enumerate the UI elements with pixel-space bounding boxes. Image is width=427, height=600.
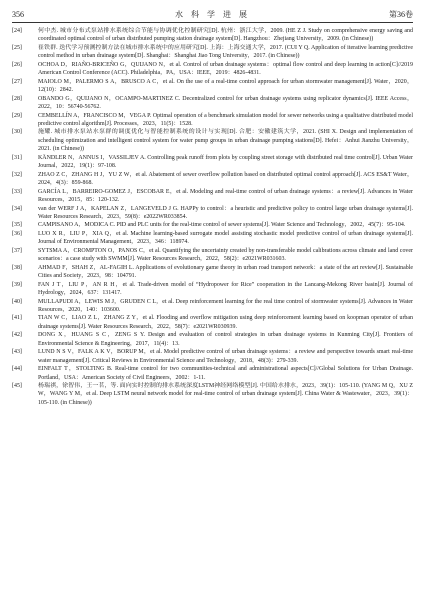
reference-number: [34] (12, 205, 22, 212)
reference-number: [24] (12, 28, 22, 34)
reference-number: [26] (12, 61, 22, 68)
reference-number: [41] (12, 315, 22, 322)
reference-number: [45] (12, 383, 22, 390)
reference-text: FAN J T，LIU P，AN R H，et al. Trade-driven model of “Hydropower for Rice” cooperation in the Lancang-Mekong River basin[J]. Journal of Hydrology，2024，637：131417. (38, 281, 413, 297)
reference-entry (12, 382, 413, 407)
reference-number: [27] (12, 78, 22, 85)
journal-name: 水 科 学 进 展 (175, 10, 250, 19)
reference-text: SYTSMA A，CROMPTON O，PANOS C，et al. Quantifying the uncertainty created by non-transferable model calibrations across climate and land cover scenarios：a case study with SWMM[J]. Water Resources Research，2022，58(2)：e2021WR031603. (38, 247, 413, 263)
reference-number: [29] (12, 112, 22, 119)
reference-text: DONG X，HUANG S C，ZENG S Y. Design and evaluation of control strategies in urban drainage systems in Kunming City[J]. Frontiers of Environmental Science & Engineering，2017，11(4)：13. (38, 332, 413, 347)
reference-entry (12, 247, 413, 264)
reference-text: AHMAD F，SHAH Z，AL-FAGIH L. Applications of evolutionary game theory in urban road transport network：a state of the art review[J]. Sustainable Cities and Society，2023，98：104791. (38, 264, 413, 280)
reference-text: OBANDO G，QUIJANO N，OCAMPO-MARTINEZ C. Decentralized control for urban drainage systems using replicator dynamics[J]. IEEE Access，2022，10：56740-56762. (38, 95, 413, 111)
reference-entry (12, 95, 413, 112)
reference-number: [31] (12, 154, 22, 161)
reference-entry (12, 298, 413, 315)
reference-number: [25] (12, 44, 22, 51)
reference-entry (12, 188, 413, 205)
running-header (12, 8, 413, 23)
reference-entry (12, 230, 413, 247)
reference-text: ZHAO Z C，ZHANG H J，YU Z W，et al. Abatement of sewer overflow pollution based on distributed optimal control approach[J]. ACS ES&T Water，2024，4(3)：859-868. (38, 171, 413, 187)
reference-text: MAIOLO M，PALERMO S A，BRUSCO A C，et al. On the use of a real-time control approach for urban stormwater management[J]. Water，2020，12(10)：2842. (38, 78, 413, 94)
reference-text: GARCÍA L，BARREIRO-GOMEZ J，ESCOBAR E，et al. Modeling and real-time control of urban drainage systems：a review[J]. Advances in Water Resources，2015，85：120-132. (38, 188, 413, 204)
reference-entry (12, 154, 413, 171)
reference-number: [33] (12, 188, 22, 195)
reference-number: [42] (12, 332, 22, 339)
reference-text: LUO X R，LIU P，XIA Q，et al. Machine learning-based surrogate model assisting stochastic model predictive control of urban drainage systems[J]. Journal of Environmental Management，2023，346：118974. (38, 230, 413, 246)
reference-number: [32] (12, 171, 22, 178)
volume-label: 第36卷 (389, 10, 413, 19)
reference-entry (12, 281, 413, 298)
reference-number: [39] (12, 281, 22, 288)
reference-entry (12, 264, 413, 281)
reference-entry (12, 27, 413, 44)
reference-text: 杨瑞祺，徐智伟，王一茗，等. 面向实时控制的排水系统深度LSTM神经网络模型[J]. 中国给水排水，2023，39(1)：105-110. (YANG M Q，XU Z W，WANG Y M，et al. Deep LSTM neural network model for real-time control of urban drainage system[J]. China Water & Wastewater，2023，39(1)：105-110. (in Chinese)) (38, 383, 413, 406)
reference-list (12, 27, 413, 407)
reference-text: KÄNDLER N，ANNUS I，VASSILJEV A. Controlling peak runoff from plots by coupling street storage with distributed real time control[J]. Urban Water Journal，2022，19(1)：97-108. (38, 154, 413, 170)
reference-entry (12, 221, 413, 229)
reference-entry (12, 44, 413, 61)
reference-entry (12, 171, 413, 188)
reference-number: [35] (12, 222, 22, 229)
page-number: 356 (12, 10, 24, 19)
reference-text: CAMPISANO A，MODICA C. PID and PLC units for the real-time control of sewer systems[J]. Water Science and Technology，2002，45(7)：95-104. (38, 222, 406, 229)
reference-entry (12, 314, 413, 331)
reference-number: [44] (12, 366, 22, 373)
reference-text: 崔铁群. 迭代学习预测控制方法在城市排水系统中的应用研究[D]. 上海：上海交通大学，2017. (CUI Y Q. Application of iterative learning predictive control method in urban drainage system[D]. Shanghai：Shanghai Jiao Tong University，2017. (in Chinese)) (38, 44, 413, 60)
reference-entry (12, 78, 413, 95)
reference-number: [40] (12, 298, 22, 305)
reference-entry (12, 112, 413, 129)
reference-text: 施耀. 城市排水泵站水泵群的调度优化与智能控制系统的设计与实现[D]. 合肥：安徽建筑大学，2021. (SHI X. Design and implementation of scheduling optimization and intelligent control system for water pump groups in urban drainage pumping stations[D]. Hefei：Anhui Jianzhu University，2021. (in Chinese)) (38, 129, 413, 153)
reference-text: CEMBELLÍN A，FRANCISCO M，VEGA P. Optimal operation of a benchmark simulation model for sewer networks using a qualitative distributed model predictive control algorithm[J]. Processes，2023，11(5)：1528. (38, 112, 413, 127)
reference-number: [28] (12, 95, 22, 102)
reference-entry (12, 205, 413, 222)
reference-number: [30] (12, 129, 22, 136)
reference-text: MULLAPUDI A，LEWIS M J，GRUDEN C L，et al. Deep reinforcement learning for the real time control of stormwater systems[J]. Advances in Water Resources，2020，140：103600. (38, 298, 413, 313)
reference-text: LUND N S V，FALK A K V，BORUP M，et al. Model predictive control of urban drainage systems：a review and perspective towards smart real-time water management[J]. Critical Reviews in Environmental Science and Technology，2018，48(3)：279-339. (38, 349, 413, 364)
reference-number: [36] (12, 230, 22, 237)
reference-text: EINFALT T，STOLTING B. Real-time control for two communities-technical and administrational aspects[C]//Global Solutions for Urban Drainage. Portland，USA：American Society of Civil Engineers，2002：1-11. (38, 366, 413, 381)
reference-text: 何中杰. 城市分布式泵站排水系统综合节能与协调优化控制研究[D]. 杭州：浙江大学，2009. (HE Z J. Study on comprehensive energy saving and coordinated optimal control of urban distributed pumping station drainage system[D]. Hangzhou：Zhejiang University，2009. (in Chinese)) (38, 28, 413, 43)
reference-text: van der WERF J A，KAPELAN Z，LANGEVELD J G. HAPPy to control：a heuristic and predictive policy to control large urban drainage systems[J]. Water Resources Research，2023，59(8)：e2022WR033854. (38, 205, 413, 220)
reference-entry (12, 61, 413, 78)
reference-entry (12, 331, 413, 348)
reference-text: OCHOA D，RIAÑO-BRICEÑO G，QUIJANO N，et al. Control of urban drainage systems：optimal flow control and deep learning in action[C]//2019 American Control Conference (ACC). Philadelphia，PA，USA：IEEE，2019：4826-4831. (38, 61, 413, 77)
reference-number: [37] (12, 247, 22, 254)
reference-entry (12, 128, 413, 153)
reference-number: [38] (12, 264, 22, 271)
reference-entry (12, 348, 413, 365)
reference-entry (12, 365, 413, 382)
reference-text: TIAN W C，LIAO Z L，ZHANG Z Y，et al. Flooding and overflow mitigation using deep reinforcement learning based on koopman operator of urban drainage systems[J]. Water Resources Research，2022，58(7)：e2021WR030939. (38, 315, 413, 330)
reference-number: [43] (12, 349, 22, 356)
